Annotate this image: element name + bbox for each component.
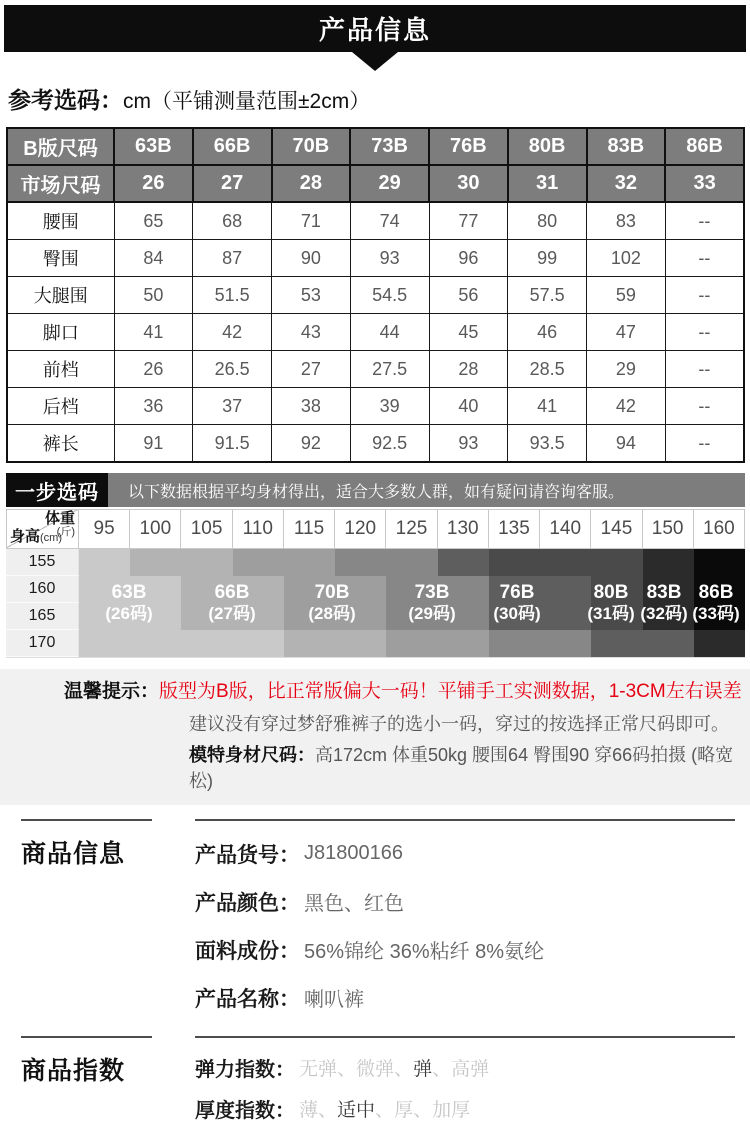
info-row: [195, 974, 735, 1022]
cell-value: --: [665, 351, 744, 388]
size-band-cell: [386, 603, 437, 630]
option-separator: 、: [394, 1058, 414, 1080]
cell-value: 43: [272, 314, 351, 351]
row-label: 后档: [7, 388, 114, 425]
size-band-cell: [181, 549, 232, 576]
cell-value: 93: [429, 425, 508, 463]
size-band-cell: [335, 630, 386, 657]
cell-value: 27: [272, 351, 351, 388]
weight-cell: 140: [540, 509, 591, 549]
size-band-cell: [79, 549, 130, 576]
size-band-cell: [335, 549, 386, 576]
banner-arrow-icon: [352, 52, 398, 71]
cell-value: 68: [193, 202, 272, 240]
one-step-title: 一步选码: [6, 473, 108, 507]
band-size-text: 66B: [214, 581, 250, 603]
weight-cell: 135: [489, 509, 540, 549]
info-label: 产品货号：: [195, 843, 300, 867]
cell-value: 41: [114, 314, 193, 351]
cell-value: 74: [350, 202, 429, 240]
index-label: 弹力指数：: [195, 1058, 295, 1081]
size-band-cell: [386, 576, 437, 603]
size-band-cell: [438, 603, 489, 630]
size-band-cell: [233, 576, 284, 603]
cell-value: 39: [350, 388, 429, 425]
cell-value: 26.5: [193, 351, 272, 388]
size-band-cell: [130, 576, 181, 603]
cell-value: 37: [193, 388, 272, 425]
index-option: 薄: [299, 1099, 319, 1121]
size-band-cell: [489, 630, 540, 657]
header-cell: 29: [350, 165, 429, 202]
index-option: 厚: [394, 1099, 414, 1121]
cell-value: 28.5: [508, 351, 587, 388]
cell-value: 38: [272, 388, 351, 425]
tips-advice: 建议没有穿过梦舒雅裤子的选小一码，穿过的按选择正常尺码即可。: [189, 713, 729, 734]
size-band-cell: [591, 603, 642, 630]
option-separator: 、: [318, 1099, 338, 1121]
cell-value: 84: [114, 240, 193, 277]
weight-cell: 150: [643, 509, 694, 549]
band-code-text: (33码): [692, 603, 740, 623]
size-band-cell: [284, 603, 335, 630]
band-size-text: 63B: [111, 581, 147, 603]
info-label: 产品名称：: [195, 987, 300, 1011]
header-cell: 86B: [665, 128, 744, 165]
cell-value: 51.5: [193, 277, 272, 314]
size-band-cell: [694, 549, 745, 576]
size-band-cell: [489, 576, 540, 603]
info-label: 产品颜色：: [195, 891, 300, 915]
info-value: J81800166: [304, 842, 403, 865]
table-row: [7, 351, 744, 388]
option-separator: 、: [375, 1099, 395, 1121]
size-band-cell: [233, 603, 284, 630]
band-size-text: 73B: [414, 581, 450, 603]
cell-value: --: [665, 240, 744, 277]
weight-cell: 110: [233, 509, 284, 549]
cell-value: 96: [429, 240, 508, 277]
weight-cell: 125: [386, 509, 437, 549]
cell-value: 91: [114, 425, 193, 463]
cell-value: 56: [429, 277, 508, 314]
option-separator: 、: [413, 1099, 433, 1121]
size-band-cell: [438, 549, 489, 576]
index-row: [195, 1047, 735, 1088]
table-row: [7, 314, 744, 351]
size-band-cell: [540, 576, 591, 603]
reference-label: 参考选码：: [8, 87, 123, 113]
size-band-cell: [130, 630, 181, 657]
table-header-row: [7, 165, 744, 202]
header-cell: 80B: [508, 128, 587, 165]
header-row-label: 市场尺码: [7, 165, 114, 202]
model-size-value: 高172cm 体重50kg 腰围64 臀围90 穿66码拍摄 (略宽松): [189, 744, 734, 791]
header-cell: 76B: [429, 128, 508, 165]
cell-value: 42: [193, 314, 272, 351]
info-row: [195, 878, 735, 926]
cell-value: 92: [272, 425, 351, 463]
product-info-rows: [195, 819, 735, 1022]
cell-value: 54.5: [350, 277, 429, 314]
band-code-text: (26码): [105, 603, 153, 623]
size-band-cell: [591, 576, 642, 603]
tips-line-1: [0, 680, 750, 705]
table-row: [7, 425, 744, 463]
size-band-cell: [284, 576, 335, 603]
cell-value: 90: [272, 240, 351, 277]
row-label: 臀围: [7, 240, 114, 277]
size-band-cell: [233, 549, 284, 576]
height-label-cell: 170: [6, 630, 79, 657]
cell-value: 102: [587, 240, 666, 277]
option-separator: 、: [337, 1058, 357, 1080]
row-label: 腰围: [7, 202, 114, 240]
size-band-cell: [335, 603, 386, 630]
cell-value: 87: [193, 240, 272, 277]
header-cell: 32: [587, 165, 666, 202]
size-band-cell: [181, 576, 232, 603]
cell-value: 77: [429, 202, 508, 240]
size-band-cell: [284, 549, 335, 576]
size-reference-line: [8, 82, 750, 115]
weight-cell: 145: [591, 509, 642, 549]
size-band-cell: [643, 549, 694, 576]
size-band-cell: [386, 549, 437, 576]
size-band-cell: [130, 549, 181, 576]
info-row: [195, 926, 735, 974]
cell-value: 44: [350, 314, 429, 351]
banner-title: 产品信息: [318, 15, 431, 45]
cell-value: 99: [508, 240, 587, 277]
size-band-cell: [694, 630, 745, 657]
cell-value: 47: [587, 314, 666, 351]
size-band-cell: [591, 630, 642, 657]
cell-value: 57.5: [508, 277, 587, 314]
cell-value: --: [665, 277, 744, 314]
weight-cell: 105: [181, 509, 232, 549]
weight-axis-unit: (斤): [56, 525, 75, 538]
size-band-cell: [643, 576, 694, 603]
cell-value: 29: [587, 351, 666, 388]
cell-value: 50: [114, 277, 193, 314]
tips-warning: 版型为B版，比正常版偏大一码！平铺手工实测数据，1-3CM左右误差: [159, 681, 742, 702]
weight-cell: 95: [79, 509, 130, 549]
row-label: 前档: [7, 351, 114, 388]
table-row: [7, 277, 744, 314]
cell-value: 42: [587, 388, 666, 425]
product-index-heading-col: [0, 1036, 195, 1129]
band-size-text: 70B: [314, 581, 350, 603]
product-index-section: [0, 1036, 750, 1129]
weight-header-row: [6, 509, 745, 549]
header-cell: 63B: [114, 128, 193, 165]
cell-value: 65: [114, 202, 193, 240]
one-step-subtitle: 以下数据根据平均身材得出，适合大多数人群，如有疑问请咨询客服。: [108, 473, 745, 507]
size-band-cell: [489, 549, 540, 576]
header-cell: 33: [665, 165, 744, 202]
size-band-cell: [694, 576, 745, 603]
header-cell: 26: [114, 165, 193, 202]
info-value: 黑色、红色: [304, 893, 404, 916]
cell-value: 93.5: [508, 425, 587, 463]
index-option: 高弹: [451, 1058, 490, 1080]
band-size-text: 76B: [499, 581, 535, 603]
size-band-cell: [79, 603, 130, 630]
size-band-cell: [335, 576, 386, 603]
model-size-label: 模特身材尺码：: [189, 744, 315, 765]
size-band-cell: [386, 630, 437, 657]
cell-value: --: [665, 202, 744, 240]
index-option: 弹: [413, 1058, 433, 1080]
height-axis-label: [10, 525, 62, 546]
cell-value: 93: [350, 240, 429, 277]
cell-value: 45: [429, 314, 508, 351]
cell-value: 53: [272, 277, 351, 314]
weight-cell: 100: [130, 509, 181, 549]
cell-value: 40: [429, 388, 508, 425]
size-table: [6, 127, 745, 463]
size-band-cell: [438, 576, 489, 603]
axis-corner-cell: [6, 509, 79, 549]
product-info-page: [0, 5, 750, 1129]
cell-value: 80: [508, 202, 587, 240]
header-cell: 31: [508, 165, 587, 202]
size-band-cell: [79, 576, 130, 603]
cell-value: 83: [587, 202, 666, 240]
table-row: [7, 240, 744, 277]
info-row: [195, 830, 735, 878]
band-size-text: 83B: [646, 581, 682, 603]
product-index-heading: 商品指数: [21, 1036, 152, 1087]
cell-value: --: [665, 388, 744, 425]
height-axis-text: 身高: [10, 528, 41, 545]
header-cell: 28: [272, 165, 351, 202]
table-row: [7, 388, 744, 425]
row-label: 裤长: [7, 425, 114, 463]
index-option: 无弹: [299, 1058, 338, 1080]
band-size-text: 80B: [593, 581, 629, 603]
size-band-cell: [181, 603, 232, 630]
cell-value: 92.5: [350, 425, 429, 463]
index-row: [195, 1088, 735, 1129]
tips-line-3: [0, 741, 750, 793]
band-code-text: (27码): [208, 603, 256, 623]
cell-value: 26: [114, 351, 193, 388]
height-label-cell: 155: [6, 549, 79, 576]
tips-box: [0, 669, 750, 805]
size-band-cell: [694, 603, 745, 630]
band-code-text: (32码): [640, 603, 688, 623]
header-row-label: B版尺码: [7, 128, 114, 165]
info-label: 面料成份：: [195, 939, 300, 963]
weight-cell: 130: [438, 509, 489, 549]
size-band-cell: [438, 630, 489, 657]
band-code-text: (31码): [587, 603, 635, 623]
header-cell: 83B: [587, 128, 666, 165]
size-band-cell: [540, 603, 591, 630]
height-axis-unit: (cm): [40, 532, 63, 544]
row-label: 脚口: [7, 314, 114, 351]
band-code-text: (30码): [493, 603, 541, 623]
one-step-chart: [6, 509, 745, 658]
cell-value: --: [665, 314, 744, 351]
size-band-cell: [79, 630, 130, 657]
product-info-heading-col: [0, 819, 195, 1022]
size-band-cell: [233, 630, 284, 657]
band-code-text: (29码): [408, 603, 456, 623]
reference-note: cm（平铺测量范围±2cm）: [123, 90, 371, 113]
cell-value: 94: [587, 425, 666, 463]
table-header-row: [7, 128, 744, 165]
tips-title: 温馨提示：: [64, 681, 160, 702]
size-band-cell: [181, 630, 232, 657]
weight-cell: 160: [694, 509, 745, 549]
row-label: 大腿围: [7, 277, 114, 314]
header-cell: 70B: [272, 128, 351, 165]
size-band-cell: [130, 603, 181, 630]
table-row: [7, 202, 744, 240]
size-band-cell: [540, 549, 591, 576]
cell-value: 71: [272, 202, 351, 240]
weight-cell: 115: [284, 509, 335, 549]
cell-value: 41: [508, 388, 587, 425]
band-code-text: (28码): [308, 603, 356, 623]
product-index-rows: [195, 1036, 735, 1129]
cell-value: 91.5: [193, 425, 272, 463]
cell-value: 46: [508, 314, 587, 351]
one-step-bar: [6, 473, 745, 507]
size-band-cell: [540, 630, 591, 657]
index-option: 适中: [337, 1099, 376, 1121]
info-value: 56%锦纶 36%粘纤 8%氨纶: [304, 941, 545, 964]
cell-value: 27.5: [350, 351, 429, 388]
cell-value: --: [665, 425, 744, 463]
height-label-cell: 165: [6, 603, 79, 630]
weight-axis-text: 体重: [44, 510, 75, 527]
cell-value: 59: [587, 277, 666, 314]
header-cell: 30: [429, 165, 508, 202]
info-value: 喇叭裤: [304, 989, 364, 1012]
option-separator: 、: [432, 1058, 452, 1080]
size-band-cell: [591, 549, 642, 576]
size-band-cell: [643, 630, 694, 657]
header-cell: 66B: [193, 128, 272, 165]
size-band-cell: [489, 603, 540, 630]
index-option: 加厚: [432, 1099, 471, 1121]
cell-value: 28: [429, 351, 508, 388]
header-cell: 73B: [350, 128, 429, 165]
index-option: 微弹: [356, 1058, 395, 1080]
size-grid: [6, 549, 745, 658]
product-info-heading: 商品信息: [21, 819, 152, 870]
band-size-text: 86B: [698, 581, 734, 603]
cell-value: 36: [114, 388, 193, 425]
index-label: 厚度指数：: [195, 1099, 295, 1122]
height-label-cell: 160: [6, 576, 79, 603]
weight-cell: 120: [335, 509, 386, 549]
header-cell: 27: [193, 165, 272, 202]
size-band-cell: [284, 630, 335, 657]
size-band-cell: [643, 603, 694, 630]
product-info-section: [0, 819, 750, 1022]
banner: [4, 5, 746, 52]
